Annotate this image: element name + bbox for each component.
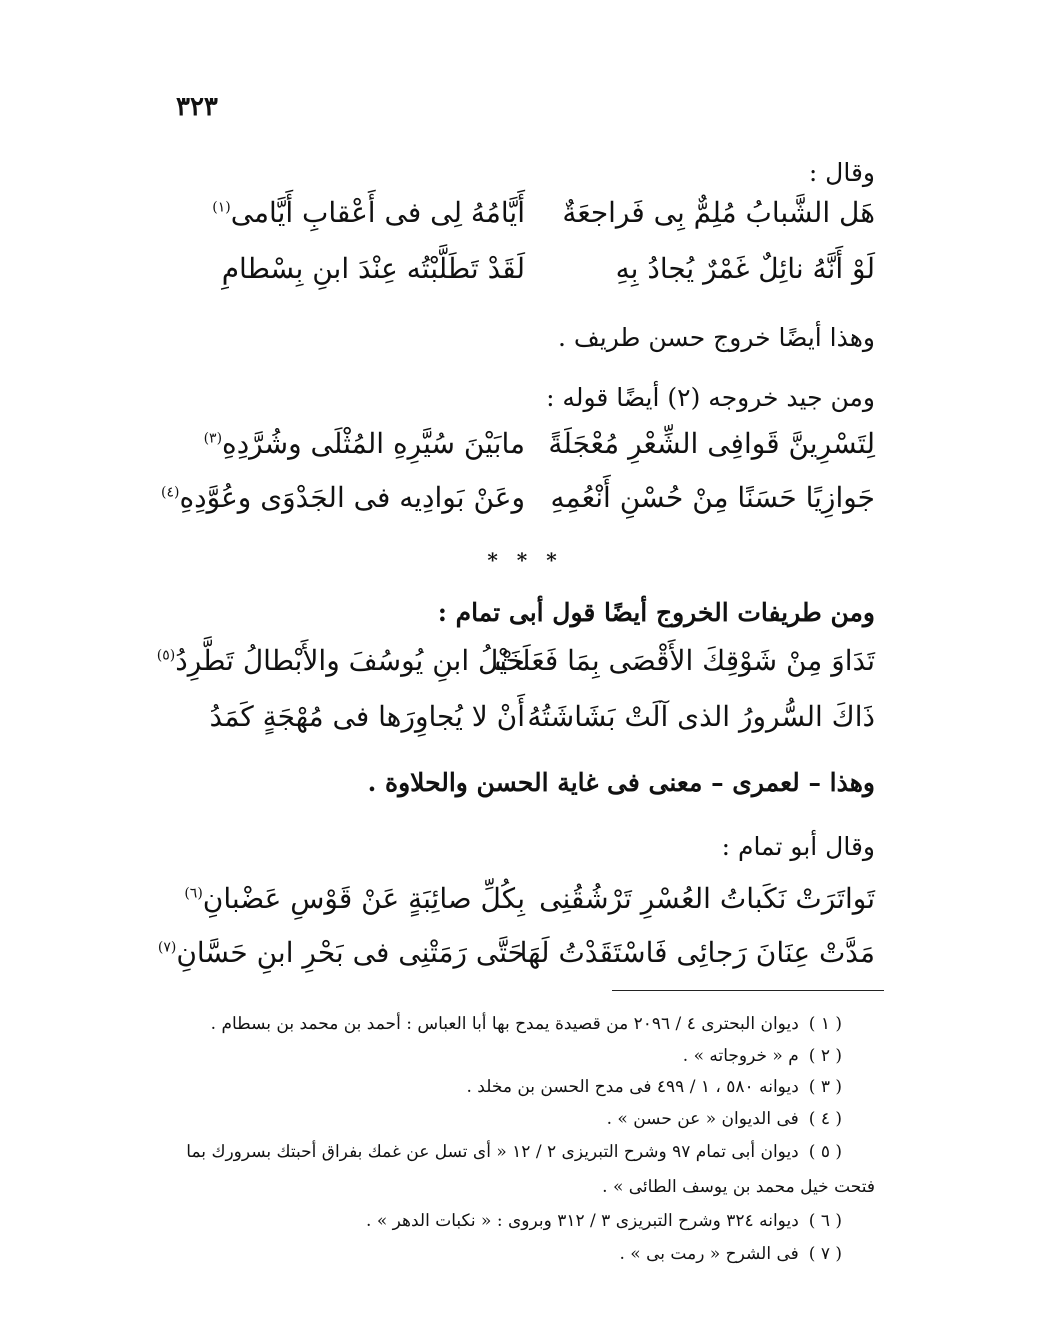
verse-line — [157, 936, 875, 980]
intro-paragraph: وهذا أيضًا خروج حسن طريف . — [558, 323, 875, 352]
footnote — [182, 1142, 842, 1162]
hemistich-text: مابَيْنَ سُيَّرِهِ المُثْلَى وشُرَّدِهِ — [222, 427, 525, 460]
footnote-marker: (٧) — [157, 939, 177, 956]
verse-line — [161, 481, 875, 525]
footnote-marker: (١) — [212, 199, 231, 216]
verse-line — [170, 196, 875, 240]
footnote — [182, 1109, 842, 1129]
verse-first-hemistich: تَواتَرَتْ نَكَباتُ العُسْرِ تَرْشُقُنِى — [539, 882, 875, 915]
footnote-continuation: فتحت خيل محمد بن يوسف الطائى » . — [602, 1177, 875, 1197]
footnote — [182, 1211, 842, 1231]
footnote — [182, 1244, 842, 1264]
footnote-number: ( ١ ) — [808, 1014, 842, 1034]
verse-first-hemistich: لَوْ أَنَّهُ نائِلٌ غَمْرٌ يُجادُ بِهِ — [615, 252, 875, 285]
footnote-number: ( ٤ ) — [808, 1109, 842, 1129]
hemistich-text: أَيَّامُهُ لِى فى أَعْقابِ أَيَّامى — [230, 196, 525, 229]
footnote-marker: (٥) — [156, 647, 176, 664]
footnote-text: فى الديوان « عن حسن » . — [606, 1109, 799, 1129]
hemistich-text: خَيْلُ ابنِ يُوسُفَ والأَبْطالُ تَطَّرِدُ — [175, 644, 525, 677]
verse-first-hemistich: تَدَاوَ مِنْ شَوْقِكَ الأَقْصَى بِمَا فَعَلَتْ — [494, 644, 875, 677]
hemistich-text: بِكُلِّ صائِبَةٍ عَنْ قَوْسِ عَضْبانِ — [202, 882, 525, 915]
verse-second-hemistich — [170, 427, 525, 460]
footnote-text: فى الشرح « رمت بى » . — [619, 1244, 799, 1264]
verse-line — [156, 644, 875, 688]
footnote-marker: (٦) — [184, 885, 203, 902]
footnote — [182, 1014, 842, 1034]
verse-first-hemistich: جَوازِيًا حَسَنًا مِنْ حُسْنِ أَنْعُمِهِ — [550, 481, 875, 514]
footnote — [182, 1077, 842, 1097]
verse-second-hemistich — [157, 936, 525, 969]
footnote-number: ( ٦ ) — [808, 1211, 842, 1231]
verse-second-hemistich — [156, 644, 525, 677]
verse-second-hemistich: لَقَدْ تَطَلَّبْتُه عِنْدَ ابنِ بِسْطامِ — [221, 252, 525, 285]
page-number: ٣٢٣ — [176, 92, 218, 122]
hemistich-text: وعَنْ بَوادِيه فى الجَدْوَى وعُوَّدِهِ — [179, 481, 525, 514]
footnote-separator — [612, 990, 884, 991]
footnote-number: ( ٧ ) — [808, 1244, 842, 1264]
intro-paragraph: وقال أبو تمام : — [721, 832, 875, 861]
verse-line — [170, 882, 875, 926]
footnote-text: م « خروجاته » . — [682, 1046, 799, 1066]
footnote-number: ( ٥ ) — [808, 1142, 842, 1162]
footnote-number: ( ٣ ) — [808, 1077, 842, 1097]
verse-line — [170, 700, 875, 744]
verse-first-hemistich: هَل الشَّبابُ مُلِمٌّ بِى فَراجعَةٌ — [562, 196, 875, 229]
verse-second-hemistich: أَنْ لا يُجاوِرَها فى مُهْجَةٍ كَمَدُ — [209, 700, 525, 733]
verse-second-hemistich — [161, 481, 525, 514]
verse-first-hemistich: ذَاكَ السُّرورُ الذى آلَتْ بَشَاشَتُهُ — [527, 700, 875, 733]
intro-paragraph: وهذا – لعمرى – معنى فى غاية الحسن والحلاوة . — [367, 768, 875, 797]
hemistich-text: حَتَّى رَمَتْنِى فى بَحْرِ ابنِ حَسَّانِ — [176, 936, 525, 969]
intro-paragraph: ومن طريفات الخروج أيضًا قول أبى تمام : — [437, 598, 875, 627]
footnote-text: ديوانه ٣٢٤ وشرح التبريزى ٣ / ٣١٢ وبروى : « نكبات الدهر » . — [366, 1211, 799, 1231]
footnote-text: ديوان البحترى ٤ / ٢٠٩٦ من قصيدة يمدح بها أبا العباس : أحمد بن محمد بن بسطام . — [210, 1014, 799, 1034]
footnote-text: ديوان أبى تمام ٩٧ وشرح التبريزى ٢ / ١٢ « أى تسل عن غمك بفراق أحبتك بسرورك بما — [186, 1142, 799, 1162]
footnote-marker: (٣) — [203, 430, 223, 447]
footnote-marker: (٤) — [161, 484, 180, 501]
verse-second-hemistich — [170, 882, 525, 915]
verse-line — [170, 252, 875, 296]
intro-paragraph: وقال : — [808, 158, 875, 187]
footnote-number: ( ٢ ) — [808, 1046, 842, 1066]
verse-first-hemistich: لِتَسْرِينَّ قَوافِى الشِّعْرِ مُعْجَلَةً — [548, 427, 875, 460]
section-divider-stars: * * * — [487, 548, 563, 572]
verse-line — [170, 427, 875, 471]
footnote-text: ديوانه ٥٨٠ ، ١ / ٤٩٩ فى مدح الحسن بن مخلد . — [466, 1077, 799, 1097]
verse-second-hemistich — [170, 196, 525, 229]
intro-paragraph: ومن جيد خروجه (٢) أيضًا قوله : — [546, 383, 875, 412]
verse-first-hemistich: مَدَّتْ عِنَانَ رَجائِى فَاسْتَقَدْتُ لَهَا — [519, 936, 875, 969]
footnote — [182, 1046, 842, 1066]
